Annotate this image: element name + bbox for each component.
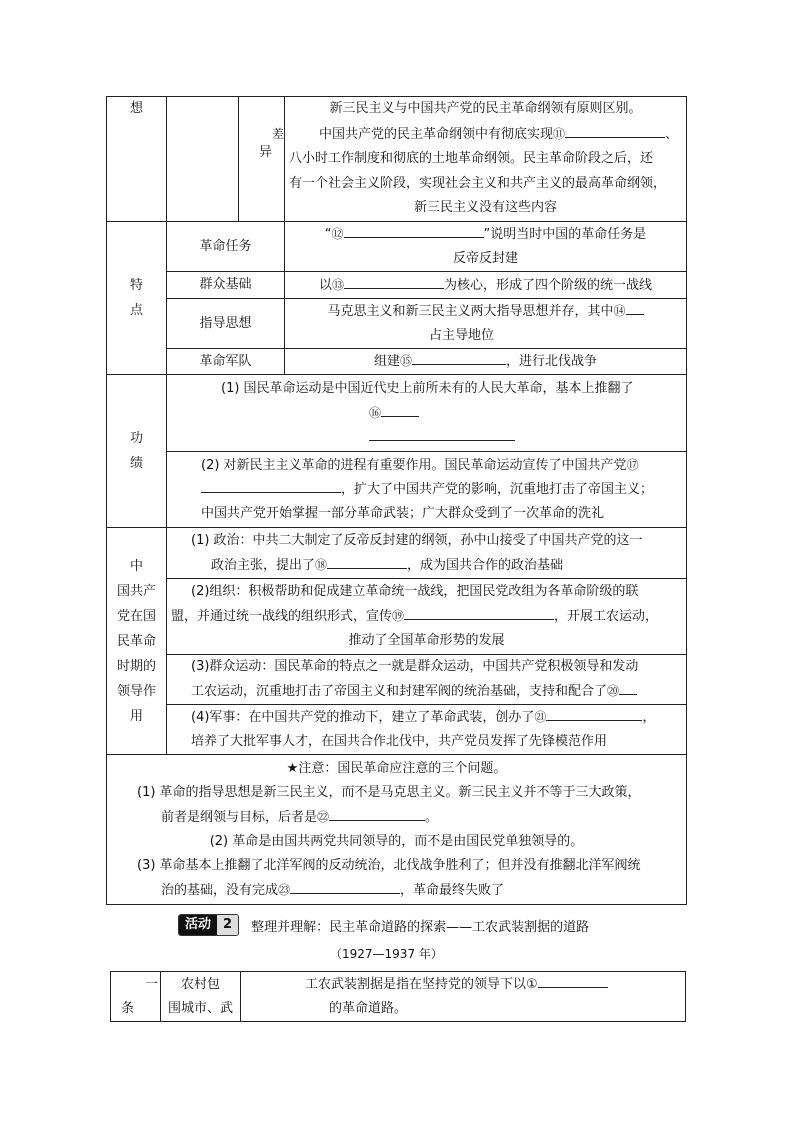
lead-item-4: (4)军事：在中国共产党的推动下，建立了革命武装，创办了㉑ ， 培养了大批军事人才，在国共合作北伐中，共产党员发挥了先锋模范作用 xyxy=(167,705,687,755)
activity-title: 整理并理解：民主革命道路的探索——工农武装割据的道路 xyxy=(251,919,590,935)
diff-cha: 差 xyxy=(271,127,284,141)
diff-line: 新三民主义没有这些内容 xyxy=(413,200,557,216)
blank-21[interactable] xyxy=(546,706,642,721)
blank-15[interactable] xyxy=(412,350,506,365)
blank-17[interactable] xyxy=(201,478,341,493)
task-content: “⑫ ”说明当时中国的革命任务是 反帝反封建 xyxy=(285,222,687,272)
row-label-gongji: 功 绩 xyxy=(107,375,167,528)
army-content: 组建⑮ ，进行北伐战争 xyxy=(285,349,687,375)
gongji-item-2: (2) 对新民主主义革命的进程有重要作用。国民革命运动宣传了中国共产党⑰ ，扩大了中国共产党的影响，沉重地打击了帝国主义； 中国共产党开始掌握一部分革命武装；广大群众受到了一次革命的洗礼 xyxy=(167,452,687,528)
blank-19[interactable] xyxy=(404,605,554,620)
diff-line: 八小时工作制度和彻底的土地革命纲领。民主革命阶段之后，还 xyxy=(289,151,654,167)
guide-content: 马克思主义和新三民主义两大指导思想并存，其中⑭ 占主导地位 xyxy=(285,299,687,349)
blank-13[interactable] xyxy=(344,274,444,289)
guide-label: 指导思想 xyxy=(167,299,285,349)
mass-label: 群众基础 xyxy=(167,272,285,299)
diff-line: 中国共产党的民主革命纲领中有彻底实现⑪ 、 xyxy=(289,122,682,148)
activity-badge: 活动 2 xyxy=(178,914,239,936)
road-col-2: 农村包 围城市、武 xyxy=(161,972,241,1022)
blank-22[interactable] xyxy=(329,806,425,821)
revolution-summary-table xyxy=(106,96,687,905)
blank-11[interactable] xyxy=(565,123,665,138)
activity-years: （1927—1937 年） xyxy=(330,947,443,961)
blank-16[interactable] xyxy=(381,402,419,417)
row-label-tedian: 特 点 xyxy=(107,222,167,375)
empty-cell xyxy=(167,97,239,222)
activity-header xyxy=(178,913,589,937)
row-label-xiang: 想 xyxy=(107,97,167,222)
road-table xyxy=(110,971,686,1022)
blank-16-cont[interactable] xyxy=(369,426,515,441)
lead-item-3: (3)群众运动：国民革命的特点之一就是群众运动，中国共产党积极领导和发动 工农运动，沉重地打击了帝国主义和封建军阀的统治基础，支持和配合了⑳ xyxy=(167,655,687,705)
lead-item-1: (1) 政治：中共二大制定了反帝反封建的纲领，孙中山接受了中国共产党的这一 政治主张，提出了⑱ ，成为国共合作的政治基础 xyxy=(167,528,687,579)
blank-20[interactable] xyxy=(619,680,637,695)
lead-item-2: (2)组织：积极帮助和促成建立革命统一战线，把国民党改组为各革命阶级的联 盟，并通过统一战线的组织形式，宣传⑲ ，开展工农运动， 推动了全国革命形势的发展 xyxy=(167,579,687,655)
diff-label xyxy=(239,97,285,222)
blank-23[interactable] xyxy=(290,879,400,894)
blank-18[interactable] xyxy=(327,554,407,569)
diff-line: 有一个社会主义阶段，实现社会主义和共产主义的最高革命纲领， xyxy=(289,175,667,191)
note-cell: ★注意：国民革命应注意的三个问题。 (1) 革命的指导思想是新三民主义，而不是马克思主义。新三民主义并不等于三大政策， 前者是纲领与目标，后者是㉒ 。 (2) 革命是由国共两党共同领导的，而不是由国民党单独领导的。 (3) 革命基本上推翻了北洋军阀的反动统治，北伐战争胜利了；但并没有推翻北洋军阀统 治的基础，没有完成㉓ ，革命最终失败了 xyxy=(107,755,687,905)
task-label: 革命任务 xyxy=(167,222,285,272)
diff-line: 新三民主义与中国共产党的民主革命纲领有原则区别。 xyxy=(329,101,642,117)
road-col-1: 一 条 xyxy=(111,972,161,1022)
mass-content: 以⑬ 为核心，形成了四个阶级的统一战线 xyxy=(285,272,687,299)
road-col-3: 工农武装割据是指在坚持党的领导下以① 的革命道路。 xyxy=(241,972,686,1022)
gongji-item-1: (1) 国民革命运动是中国近代史上前所未有的人民大革命，基本上推翻了 ⑯ xyxy=(167,375,687,452)
blank-1[interactable] xyxy=(538,973,608,988)
blank-14[interactable] xyxy=(626,300,644,315)
diff-yi: 异 xyxy=(258,145,272,160)
row-label-lead: 中 国共产 党在国 民革命 时期的 领导作 用 xyxy=(107,528,167,755)
blank-12[interactable] xyxy=(344,223,484,238)
circled-number: ⑪ xyxy=(553,126,566,141)
diff-content xyxy=(285,97,687,222)
army-label: 革命军队 xyxy=(167,349,285,375)
note-title: ★注意：国民革命应注意的三个问题。 xyxy=(286,760,507,776)
